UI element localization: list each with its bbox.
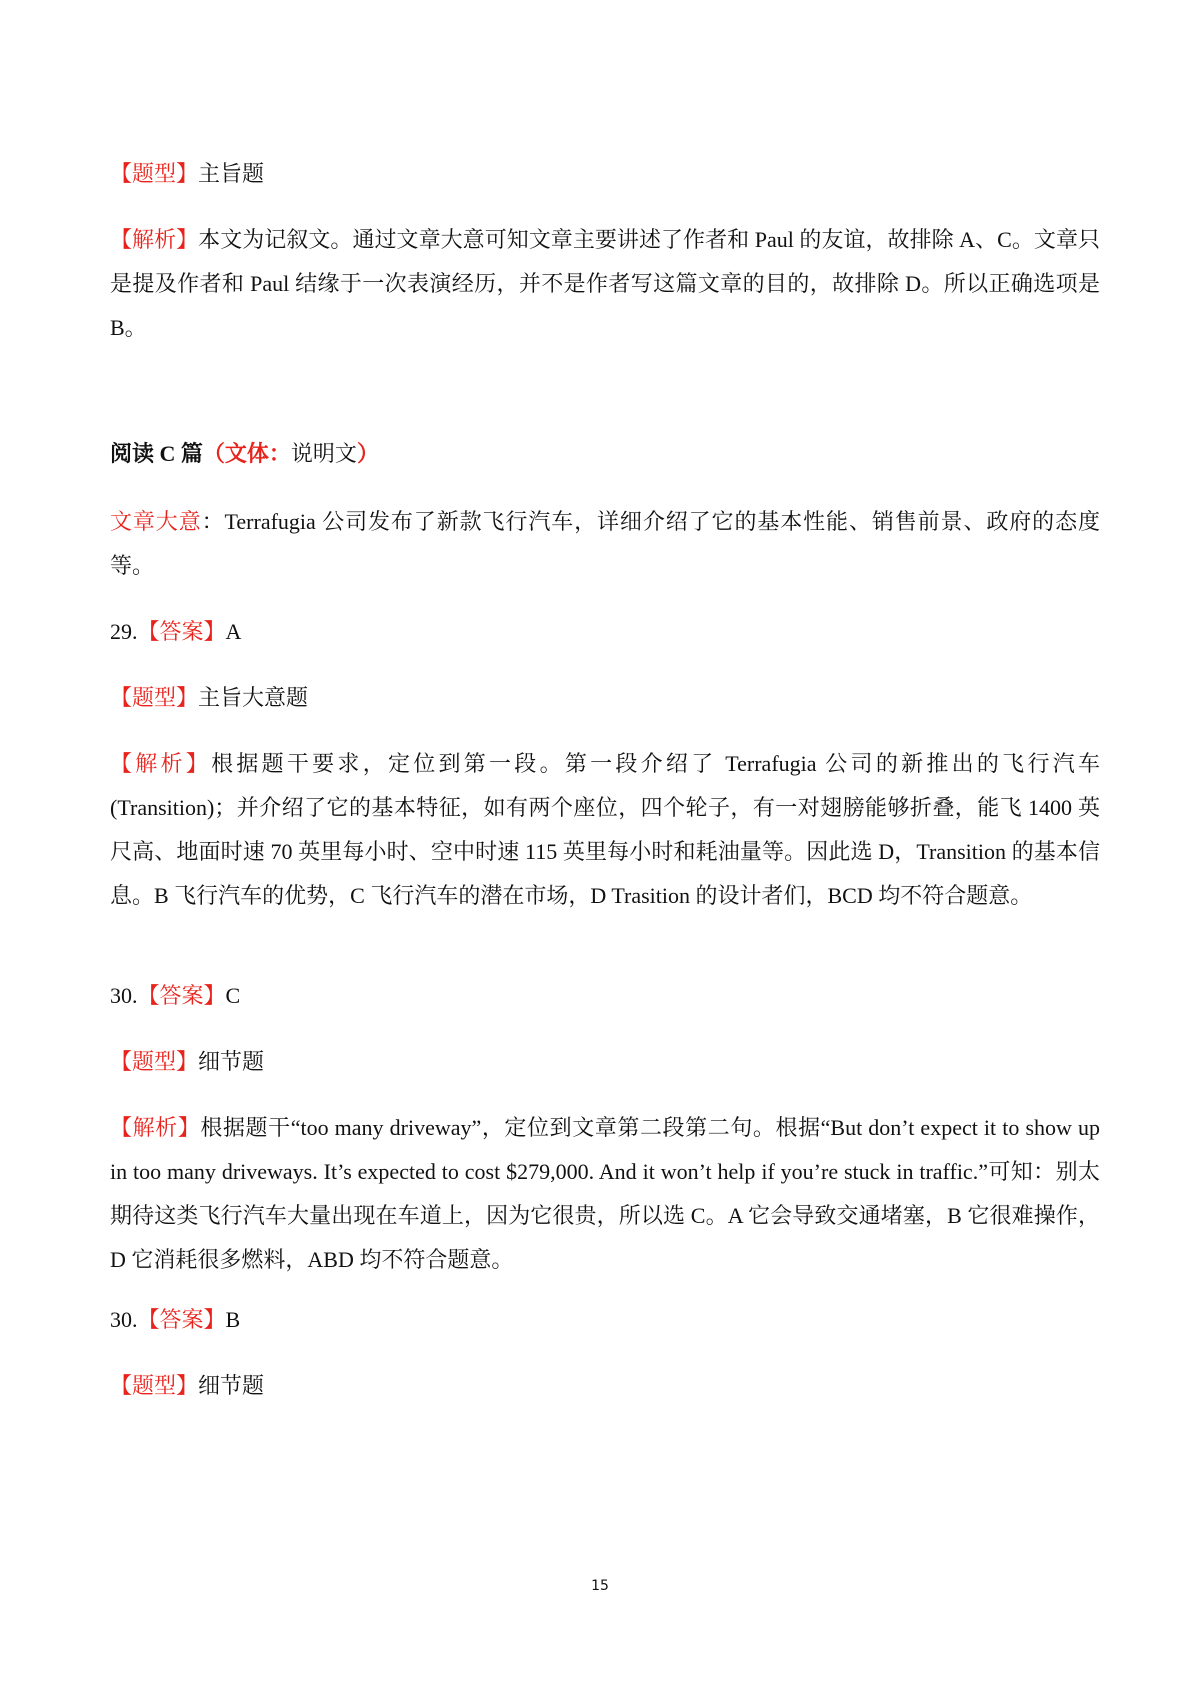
question-type-label: 【题型】 [110,1049,199,1074]
analysis-text: 根据题干要求，定位到第一段。第一段介绍了 Terrafugia 公司的新推出的飞行汽车(Transition)；并介绍了它的基本特征，如有两个座位，四个轮子，有一对翅膀能够折叠，能飞 1400 英尺高、地面时速 70 英里每小时、空中时速 115 英里每小时和耗油量等。因此选 D，Transition 的基本信息。B 飞行汽车的优势，C 飞行汽车的潜在市场，D Trasition 的设计者们，BCD 均不符合题意。 [110,751,1100,908]
analysis-paragraph [110,1106,1100,1282]
section-heading-paren-close: ） [356,441,379,466]
answer-line [110,974,1100,1018]
page-number: 15 [591,1578,609,1594]
analysis-paragraph [110,218,1100,350]
question-type-line [110,1364,1100,1408]
summary-colon: ： [201,509,225,534]
analysis-paragraph [110,742,1100,918]
analysis-label: 【解析】 [110,751,212,776]
answer-line [110,610,1100,654]
answer-value: A [225,619,242,644]
answer-label: 【答案】 [137,1307,226,1332]
analysis-text: 根据题干“too many driveway”，定位到文章第二段第二句。根据“But don’t expect it to show up in too many driveways. It’s expected to cost $279,000. And it won’t help if you’re stuck in traffic.”可知：别太期待这类飞行汽车大量出现在车道上，因为它很贵，所以选 C。A 它会导致交通堵塞，B 它很难操作，D 它消耗很多燃料，ABD 均不符合题意。 [110,1115,1100,1272]
answer-label: 【答案】 [137,619,226,644]
section-heading-prefix: 阅读 C 篇 [110,441,203,466]
analysis-text: 本文为记叙文。通过文章大意可知文章主要讲述了作者和 Paul 的友谊，故排除 A、C。文章只是提及作者和 Paul 结缘于一次表演经历，并不是作者写这篇文章的目的，故排除 D。所以正确选项是 B。 [110,227,1100,340]
article-summary [110,500,1100,588]
summary-text: Terrafugia 公司发布了新款飞行汽车，详细介绍了它的基本性能、销售前景、政府的态度等。 [110,509,1100,578]
question-type-label: 【题型】 [110,685,199,710]
question-type-line [110,152,1100,196]
section-heading [110,432,1100,476]
answer-number: 30. [110,983,138,1008]
question-type-label: 【题型】 [110,1373,199,1398]
answer-value: C [225,983,241,1008]
question-type-line [110,676,1100,720]
answer-line [110,1298,1100,1342]
answer-number: 29. [110,619,138,644]
answer-value: B [225,1307,241,1332]
question-type-line [110,1040,1100,1084]
question-type-value: 细节题 [198,1373,265,1398]
section-heading-paren-open: （ [202,441,225,466]
question-type-label: 【题型】 [110,161,199,186]
section-heading-genre-value: 说明文 [290,441,357,466]
answer-number: 30. [110,1307,138,1332]
section-heading-genre-label: 文体： [224,441,291,466]
question-type-value: 细节题 [198,1049,265,1074]
question-type-value: 主旨题 [198,161,265,186]
question-type-value: 主旨大意题 [198,685,309,710]
analysis-label: 【解析】 [110,227,199,252]
analysis-label: 【解析】 [110,1115,201,1140]
summary-label: 文章大意 [110,509,202,534]
answer-label: 【答案】 [137,983,226,1008]
